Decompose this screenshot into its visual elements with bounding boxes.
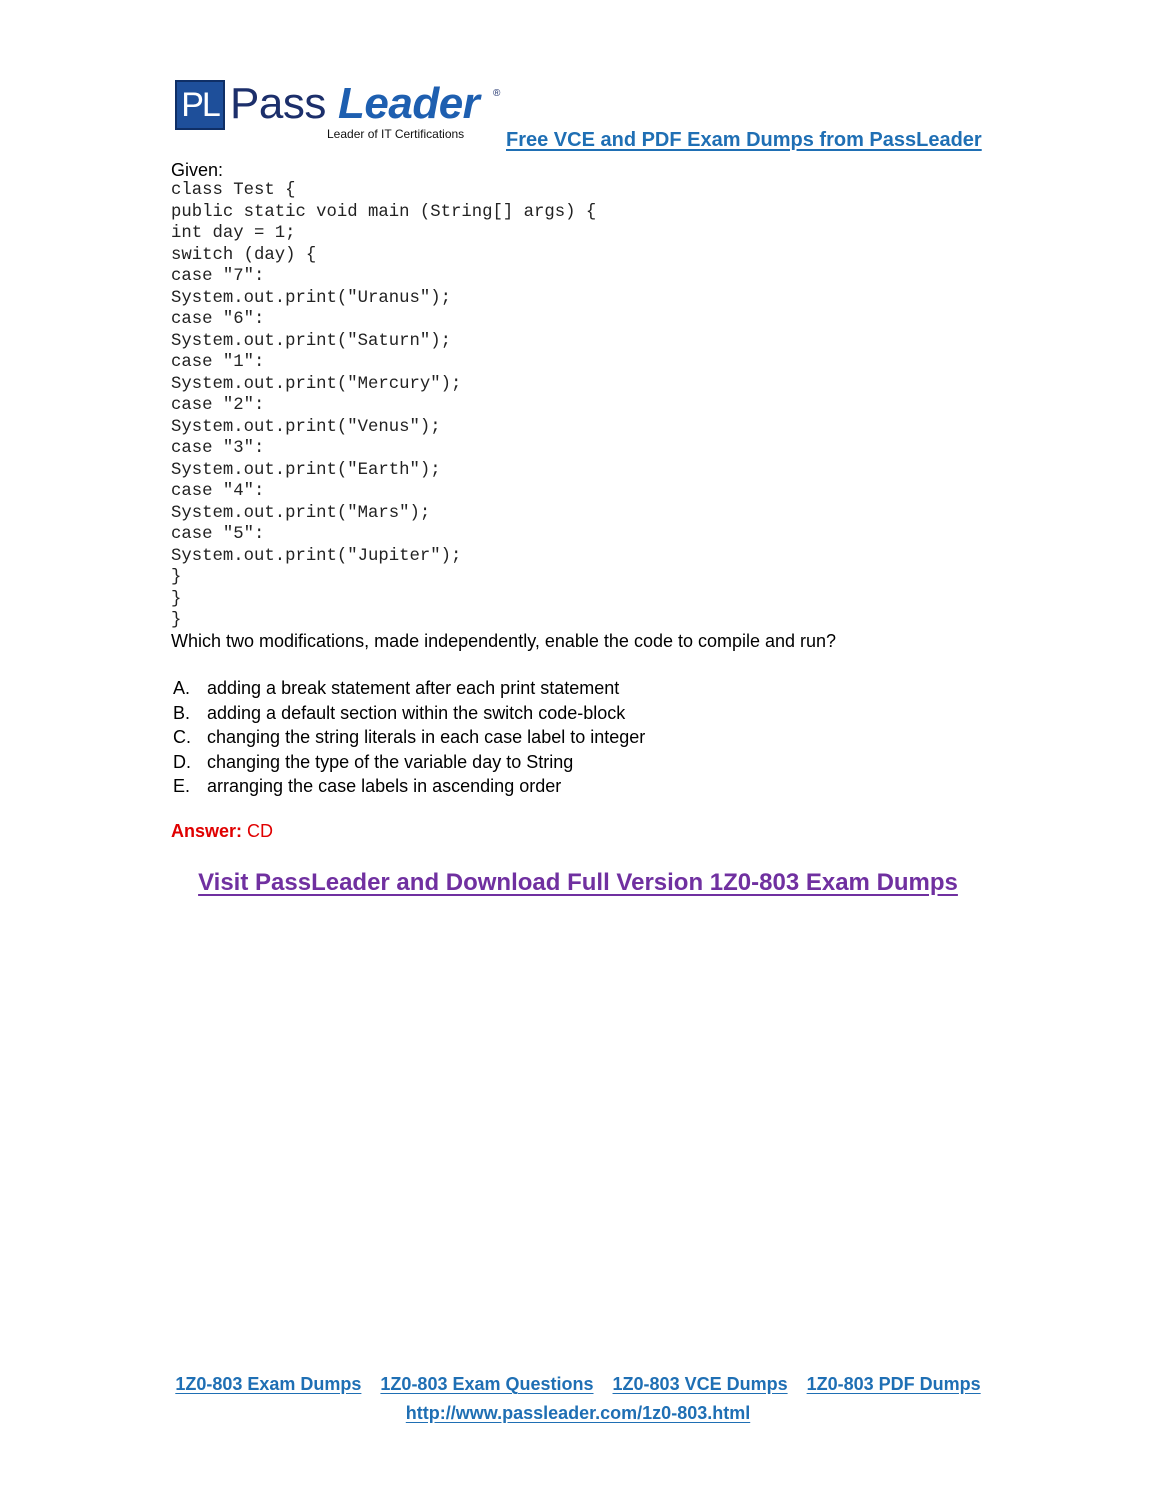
visit-download-link-row [0,868,1156,898]
code-line: public static void main (String[] args) { [171,202,597,222]
code-line: System.out.print("Venus"); [171,417,441,437]
option-letter: B. [173,702,191,723]
footer-link-pdf-dumps[interactable]: 1Z0-803 PDF Dumps [806,1374,981,1394]
registered-mark: ® [493,88,501,99]
footer-url-row [0,1401,1156,1425]
option-letter: C. [173,727,191,747]
option-e [173,774,645,799]
footer-link-exam-questions[interactable]: 1Z0-803 Exam Questions [380,1374,594,1394]
logo-tagline: Leader of IT Certifications [327,127,465,141]
code-line: } [171,568,182,587]
answer-options-list [173,676,645,799]
code-line: System.out.print("Mars"); [171,503,431,523]
question-prompt: Which two modifications, made independently, enable the code to compile and run? [171,631,837,651]
header-free-dumps-link[interactable]: Free VCE and PDF Exam Dumps from PassLeader [506,129,982,151]
code-line: case "7": [171,267,265,286]
option-b [173,701,645,726]
answer-value: CD [247,821,274,841]
code-line: case "2": [171,396,265,415]
option-text: adding a default section within the switch code-block [207,702,626,723]
code-line: } [171,611,182,630]
code-line: case "6": [171,310,265,329]
logo-pass-text: Pass [230,79,326,128]
option-text: changing the type of the variable day to String [207,751,574,772]
option-a [173,676,645,701]
option-letter: E. [173,776,191,796]
visit-download-link[interactable]: Visit PassLeader and Download Full Version 1Z0-803 Exam Dumps [198,869,958,896]
option-c [173,725,645,750]
option-d [173,750,645,775]
code-line: System.out.print("Uranus"); [171,288,452,308]
code-line: System.out.print("Jupiter"); [171,546,462,566]
option-letter: D. [173,751,191,772]
code-line: System.out.print("Earth"); [171,460,441,480]
code-line: case "5": [171,525,265,544]
code-line: class Test { [171,181,296,200]
logo-leader-text: Leader [338,79,480,128]
code-line: int day = 1; [171,224,296,243]
answer-label: Answer: [171,821,243,841]
option-text: adding a break statement after each print statement [207,678,620,698]
code-line: System.out.print("Saturn"); [171,331,452,351]
code-line: case "1": [171,353,265,372]
logo-pl-badge: PL [175,80,225,130]
footer-url-link[interactable]: http://www.passleader.com/1z0-803.html [405,1403,751,1423]
passleader-logo[interactable] [175,80,505,144]
footer-links [0,1372,1156,1396]
code-line: switch (day) { [171,245,317,265]
code-line: case "4": [171,482,265,501]
footer-link-exam-dumps[interactable]: 1Z0-803 Exam Dumps [175,1374,362,1394]
code-block [171,180,596,632]
given-label: Given: [171,160,224,180]
option-text: changing the string literals in each case label to integer [207,727,646,747]
code-line: } [171,589,182,609]
option-letter: A. [173,678,191,698]
footer-link-vce-dumps[interactable]: 1Z0-803 VCE Dumps [612,1374,788,1394]
answer-line [171,820,273,842]
code-line: System.out.print("Mercury"); [171,374,462,394]
code-line: case "3": [171,439,265,458]
option-text: arranging the case labels in ascending order [207,776,562,796]
